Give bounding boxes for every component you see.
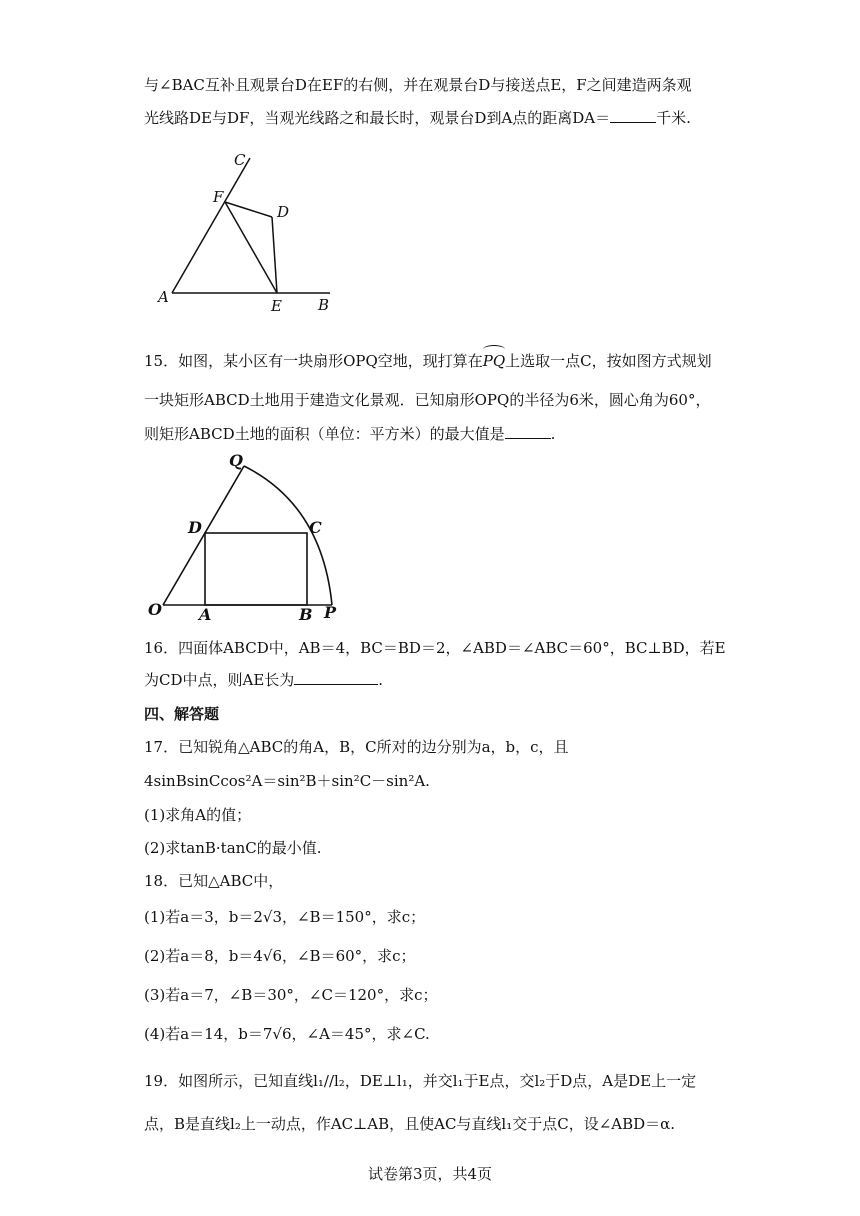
fig2-label-c: C [309, 518, 322, 537]
p19-line2: 点，B是直线l₂上一动点，作AC⊥AB，且使AC与直线l₁交于点C，设∠ABD＝α. [144, 1115, 676, 1133]
fig1-label-b: B [318, 296, 330, 314]
p14-line1: 与∠BAC互补且观景台D在EF的右侧，并在观景台D与接送点E，F之间建造两条观 [144, 76, 692, 94]
p16-line2 [144, 670, 383, 690]
fig1-label-c: C [234, 151, 246, 169]
fig2-label-d: D [188, 518, 202, 537]
p15-line1-text: 15．如图，某小区有一块扇形OPQ空地，现打算在 [144, 352, 483, 370]
p15-line3-text: 则矩形ABCD土地的面积（单位：平方米）的最大值是 [144, 425, 505, 443]
p18-q4: (4)若a＝14，b＝7√6，∠A＝45°，求∠C. [144, 1025, 430, 1043]
p15-line1 [144, 351, 712, 371]
figure-sector-rectangle [142, 450, 352, 625]
p14-line2-unit: 千米. [656, 109, 691, 127]
p15-line2: 一块矩形ABCD土地用于建造文化景观．已知扇形OPQ的半径为6米，圆心角为60°， [144, 391, 711, 409]
p16-line2-end: . [378, 671, 384, 689]
p14-line2 [144, 108, 691, 128]
p18-q3: (3)若a＝7，∠B＝30°，∠C＝120°，求c； [144, 986, 438, 1004]
fig2-label-q: Q [229, 451, 243, 470]
p18-line1: 18．已知△ABC中， [144, 872, 284, 890]
answer-blank-16 [294, 670, 378, 685]
fig1-label-d: D [277, 203, 290, 221]
p15-line3 [144, 424, 555, 444]
p17-line1: 17．已知锐角△ABC的角A，B，C所对的边分别为a，b，c，且 [144, 738, 569, 756]
p17-q1: (1)求角A的值； [144, 806, 252, 824]
fig1-label-f: F [213, 188, 224, 206]
arc-label: PQ [482, 352, 506, 370]
fig2-label-o: O [148, 600, 162, 619]
p17-formula: 4sinBsinCcos²A＝sin²B＋sin²C－sin²A. [144, 772, 430, 790]
answer-blank-14 [610, 108, 656, 123]
answer-blank-15 [505, 424, 551, 439]
arc-pq [483, 351, 505, 371]
fig1-label-a: A [158, 288, 169, 306]
figure-triangle-aeb [150, 150, 340, 320]
p16-line2-text: 为CD中点，则AE长为 [144, 671, 295, 689]
p16-line1: 16．四面体ABCD中，AB＝4，BC＝BD＝2，∠ABD＝∠ABC＝60°，BC⊥BD，若E [144, 639, 726, 657]
p19-line1: 19．如图所示，已知直线l₁//l₂，DE⊥l₁，并交l₁于E点，交l₂于D点，A是DE上一定 [144, 1072, 697, 1090]
section-heading: 四、解答题 [144, 705, 220, 723]
p18-q2: (2)若a＝8，b＝4√6，∠B＝60°，求c； [144, 947, 416, 965]
fig2-label-a: A [199, 605, 212, 624]
fig2-label-b: B [299, 605, 313, 624]
page-footer: 试卷第3页，共4页 [367, 1165, 493, 1183]
p15-line1-rest: 上选取一点C，按如图方式规划 [505, 352, 712, 370]
p17-q2: (2)求tanB·tanC的最小值. [144, 839, 322, 857]
fig1-label-e: E [271, 297, 282, 315]
arc-symbol [483, 345, 505, 354]
fig2-label-p: P [324, 603, 337, 622]
p18-q1: (1)若a＝3，b＝2√3，∠B＝150°，求c； [144, 908, 426, 926]
p15-line3-end: . [550, 425, 556, 443]
p14-line2-text: 光线路DE与DF，当观光线路之和最长时，观景台D到A点的距离DA＝ [144, 109, 611, 127]
